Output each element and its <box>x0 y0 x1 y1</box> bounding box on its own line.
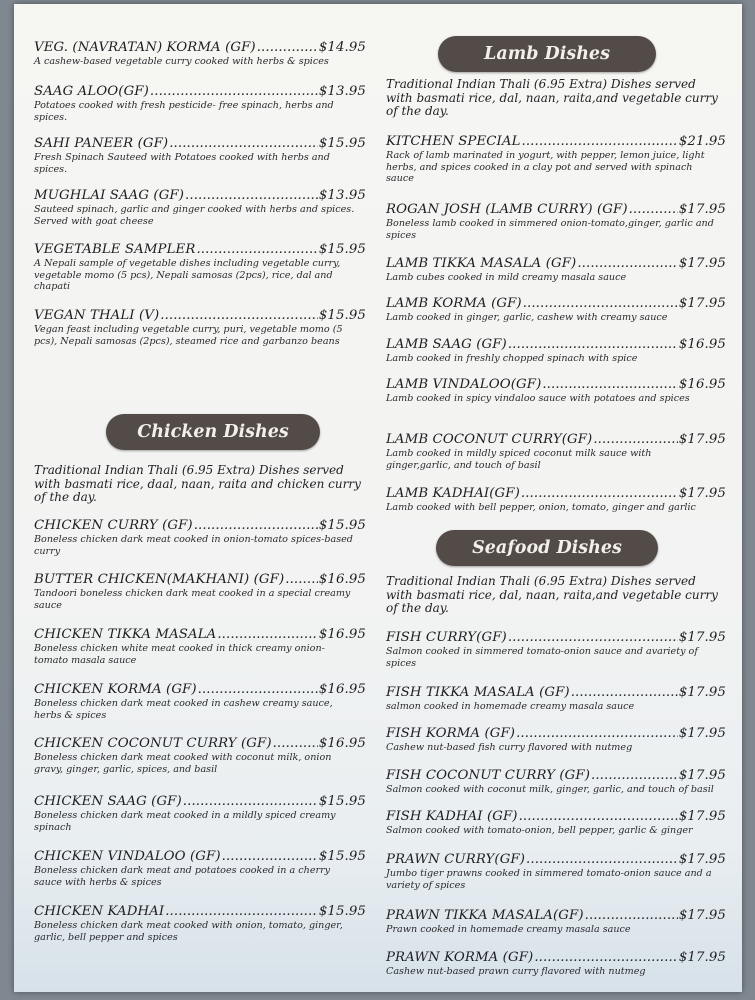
item-price: $15.95 <box>318 849 366 864</box>
item-name: ROGAN JOSH (LAMB CURRY) (GF) <box>386 202 628 217</box>
menu-item <box>34 794 366 833</box>
item-description: Boneless chicken dark meat cooked with coconut milk, onion gravy, ginger, garlic, spices, and basil <box>34 752 332 775</box>
item-price: $17.95 <box>678 852 726 867</box>
item-description: Salmon cooked in simmered tomato-onion sauce and avariety of spices <box>386 646 698 669</box>
item-price: $15.95 <box>318 518 366 533</box>
item-price: $17.95 <box>678 685 726 700</box>
item-price: $14.95 <box>318 40 366 55</box>
menu-item <box>386 296 726 324</box>
menu-item <box>386 202 726 241</box>
menu-item <box>34 84 366 123</box>
item-description: Rack of lamb marinated in yogurt, with pepper, lemon juice, light herbs, and spices cooked in a clay pot and served with spinach sauce <box>386 150 705 184</box>
item-name: LAMB TIKKA MASALA (GF) <box>386 256 577 271</box>
item-description: Potatoes cooked with fresh pesticide- free spinach, herbs and spices. <box>34 100 334 123</box>
item-price: $15.95 <box>318 308 366 323</box>
menu-item <box>34 572 366 611</box>
item-name: VEGAN THALI (V) <box>34 308 160 323</box>
item-price: $21.95 <box>678 134 726 149</box>
item-description: Lamb cooked in ginger, garlic, cashew with creamy sauce <box>386 312 668 323</box>
menu-item <box>386 809 726 837</box>
item-name: FISH CURRY(GF) <box>386 630 507 645</box>
item-price: $17.95 <box>678 809 726 824</box>
item-name: PRAWN KORMA (GF) <box>386 950 534 965</box>
menu-item <box>34 627 366 666</box>
menu-item <box>34 518 366 557</box>
item-description: Lamb cooked with bell pepper, onion, tomato, ginger and garlic <box>386 502 696 513</box>
item-description: Lamb cooked in mildly spiced coconut milk sauce with ginger,garlic, and touch of basil <box>386 448 652 471</box>
item-name: CHICKEN KADHAI <box>34 904 165 919</box>
item-name: VEGETABLE SAMPLER <box>34 242 196 257</box>
item-price: $17.95 <box>678 950 726 965</box>
item-price: $13.95 <box>318 84 366 99</box>
item-name: FISH KADHAI (GF) <box>386 809 518 824</box>
menu-item <box>386 256 726 284</box>
menu-item <box>386 377 726 405</box>
item-description: A cashew-based vegetable curry cooked with herbs & spices <box>34 56 329 67</box>
left-column <box>34 4 366 992</box>
item-description: Cashew nut-based prawn curry flavored with nutmeg <box>386 966 646 977</box>
item-price: $17.95 <box>678 432 726 447</box>
item-name: LAMB KADHAI(GF) <box>386 486 520 501</box>
menu-item <box>386 486 726 514</box>
item-price: $16.95 <box>318 572 366 587</box>
menu-item <box>34 904 366 943</box>
menu-page <box>14 4 742 992</box>
lamb-intro: Traditional Indian Thali (6.95 Extra) Dishes served with basmati rice, dal, naan, raita,and vegetable curry of the day. <box>386 77 718 118</box>
item-name: SAHI PANEER (GF) <box>34 136 169 151</box>
item-description: Boneless chicken dark meat cooked in cashew creamy sauce, herbs & spices <box>34 698 333 721</box>
item-description: Boneless chicken dark meat cooked in onion-tomato spices-based curry <box>34 534 353 557</box>
item-price: $13.95 <box>318 188 366 203</box>
seafood-intro: Traditional Indian Thali (6.95 Extra) Dishes served with basmati rice, dal, naan, raita,and vegetable curry of the day. <box>386 574 718 615</box>
item-description: Lamb cooked in freshly chopped spinach with spice <box>386 353 638 364</box>
item-price: $15.95 <box>318 794 366 809</box>
item-name: CHICKEN CURRY (GF) <box>34 518 193 533</box>
menu-item <box>34 40 366 68</box>
menu-item <box>34 682 366 721</box>
item-price: $17.95 <box>678 256 726 271</box>
menu-item <box>386 768 726 796</box>
item-description: Tandoori boneless chicken dark meat cooked in a special creamy sauce <box>34 588 351 611</box>
menu-item <box>386 630 726 669</box>
item-name: CHICKEN SAAG (GF) <box>34 794 182 809</box>
item-description: Sauteed spinach, garlic and ginger cooked with herbs and spices. Served with goat cheese <box>34 204 355 227</box>
item-price: $16.95 <box>318 627 366 642</box>
menu-item <box>34 736 366 775</box>
seafood-section-header: Seafood Dishes <box>436 530 658 566</box>
menu-item <box>386 432 726 471</box>
item-description: A Nepali sample of vegetable dishes including vegetable curry, vegetable momo (5 pcs), Nepali samosas (2pcs), rice, dal and chapati <box>34 258 341 292</box>
item-price: $17.95 <box>678 202 726 217</box>
item-name: LAMB VINDALOO(GF) <box>386 377 542 392</box>
item-price: $15.95 <box>318 136 366 151</box>
menu-item <box>386 337 726 365</box>
menu-item <box>386 908 726 936</box>
item-name: BUTTER CHICKEN(MAKHANI) (GF) <box>34 572 285 587</box>
item-description: Jumbo tiger prawns cooked in simmered tomato-onion sauce and a variety of spices <box>386 868 712 891</box>
item-description: Boneless chicken white meat cooked in thick creamy onion-tomato masala sauce <box>34 643 325 666</box>
menu-item <box>34 242 366 293</box>
item-price: $17.95 <box>678 486 726 501</box>
menu-item <box>386 950 726 978</box>
item-description: Salmon cooked with coconut milk, ginger, garlic, and touch of basil <box>386 784 714 795</box>
item-price: $17.95 <box>678 908 726 923</box>
item-price: $16.95 <box>318 736 366 751</box>
item-description: Prawn cooked in homemade creamy masala sauce <box>386 924 631 935</box>
item-name: LAMB COCONUT CURRY(GF) <box>386 432 593 447</box>
item-description: Boneless chicken dark meat and potatoes cooked in a cherry sauce with herbs & spices <box>34 865 331 888</box>
item-price: $16.95 <box>678 337 726 352</box>
item-price: $17.95 <box>678 768 726 783</box>
item-price: $15.95 <box>318 242 366 257</box>
menu-item <box>386 852 726 891</box>
menu-item <box>34 136 366 175</box>
item-price: $17.95 <box>678 630 726 645</box>
item-description: Boneless chicken dark meat cooked in a mildly spiced creamy spinach <box>34 810 336 833</box>
item-name: MUGHLAI SAAG (GF) <box>34 188 185 203</box>
item-description: Fresh Spinach Sauteed with Potatoes cooked with herbs and spices. <box>34 152 330 175</box>
item-name: CHICKEN VINDALOO (GF) <box>34 849 221 864</box>
item-description: Cashew nut-based fish curry flavored with nutmeg <box>386 742 633 753</box>
item-price: $16.95 <box>678 377 726 392</box>
chicken-section-header: Chicken Dishes <box>106 414 320 450</box>
item-name: CHICKEN TIKKA MASALA <box>34 627 217 642</box>
item-name: LAMB KORMA (GF) <box>386 296 522 311</box>
item-name: FISH KORMA (GF) <box>386 726 516 741</box>
right-column <box>386 4 726 992</box>
item-name: SAAG ALOO(GF) <box>34 84 149 99</box>
lamb-section-header: Lamb Dishes <box>438 36 656 72</box>
item-name: VEG. (NAVRATAN) KORMA (GF) <box>34 40 256 55</box>
menu-item <box>386 134 726 185</box>
item-price: $17.95 <box>678 726 726 741</box>
item-name: CHICKEN KORMA (GF) <box>34 682 197 697</box>
menu-item <box>34 188 366 227</box>
item-description: Lamb cooked in spicy vindaloo sauce with potatoes and spices <box>386 393 690 404</box>
item-name: FISH COCONUT CURRY (GF) <box>386 768 591 783</box>
item-name: LAMB SAAG (GF) <box>386 337 507 352</box>
item-description: Salmon cooked with tomato-onion, bell pepper, garlic & ginger <box>386 825 693 836</box>
item-description: Lamb cubes cooked in mild creamy masala sauce <box>386 272 627 283</box>
item-description: Boneless lamb cooked in simmered onion-tomato,ginger, garlic and spices <box>386 218 714 241</box>
item-description: salmon cooked in homemade creamy masala sauce <box>386 701 635 712</box>
menu-item <box>386 685 726 713</box>
item-name: KITCHEN SPECIAL <box>386 134 521 149</box>
item-price: $15.95 <box>318 904 366 919</box>
item-description: Boneless chicken dark meat cooked with onion, tomato, ginger, garlic, bell pepper and spices <box>34 920 343 943</box>
menu-item <box>386 726 726 754</box>
menu-item <box>34 308 366 347</box>
item-description: Vegan feast including vegetable curry, puri, vegetable momo (5 pcs), Nepali samosas (2pcs), steamed rice and garbanzo beans <box>34 324 343 347</box>
item-name: FISH TIKKA MASALA (GF) <box>386 685 570 700</box>
item-price: $16.95 <box>318 682 366 697</box>
menu-item <box>34 849 366 888</box>
item-name: PRAWN TIKKA MASALA(GF) <box>386 908 584 923</box>
item-name: CHICKEN COCONUT CURRY (GF) <box>34 736 272 751</box>
item-price: $17.95 <box>678 296 726 311</box>
item-name: PRAWN CURRY(GF) <box>386 852 526 867</box>
chicken-intro: Traditional Indian Thali (6.95 Extra) Dishes served with basmati rice, daal, naan, raita and chicken curry of the day. <box>34 463 361 504</box>
